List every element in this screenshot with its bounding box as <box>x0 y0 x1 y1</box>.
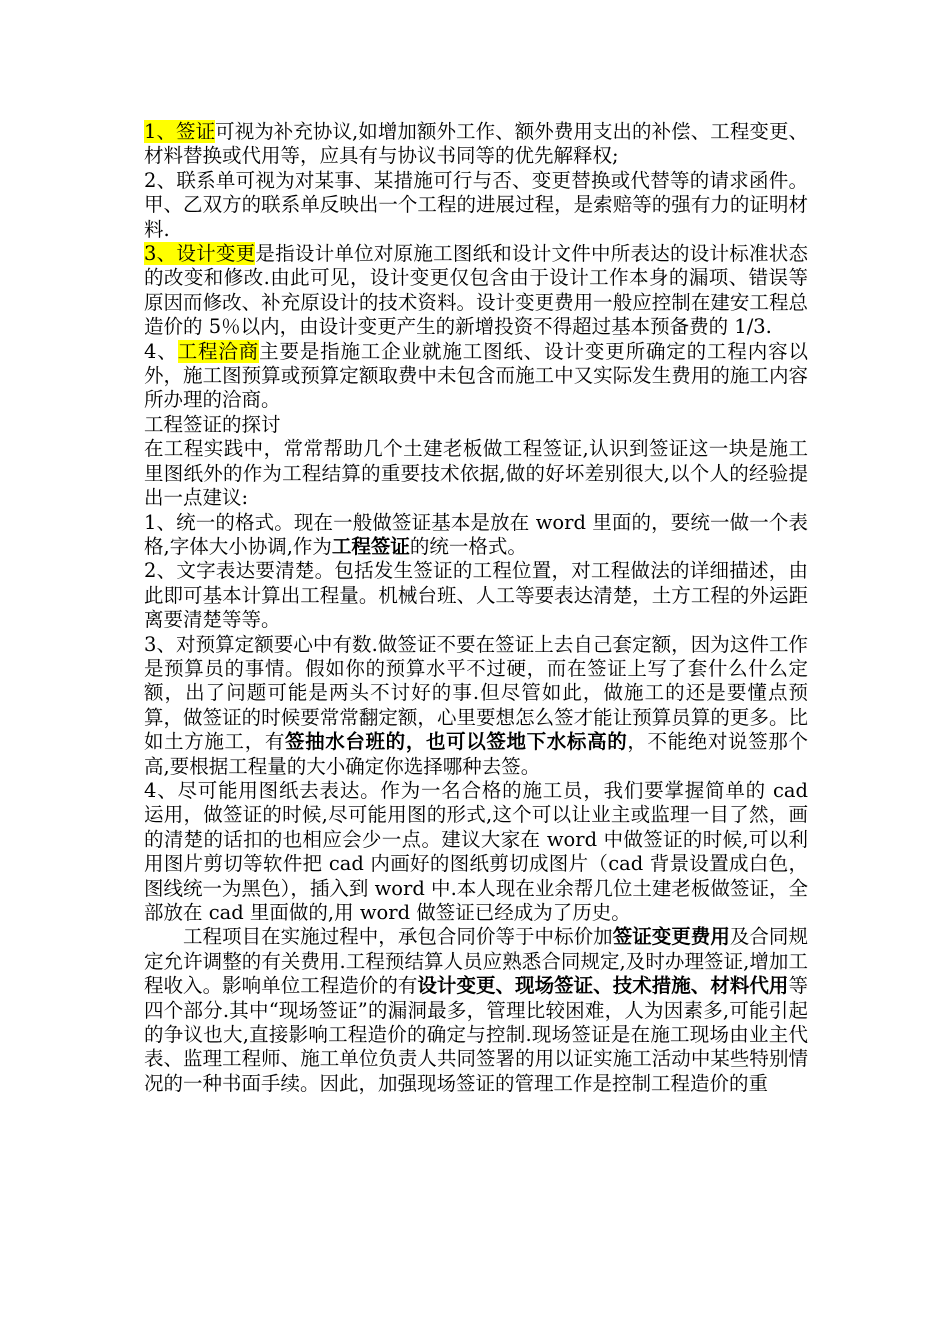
document-body <box>144 120 808 1096</box>
text-segment: 2、联系单可视为对某事、某措施可行与否、变更替换或代替等的请求函件。甲、乙双方的联系单反映出一个工程的进展过程，是索赔等的强有力的证明材料. <box>144 168 808 241</box>
bold-term: 工程签证 <box>331 534 410 558</box>
text-segment: 可视为补充协议,如增加额外工作、额外费用支出的补偿、工程变更、材料替换或代用等，应具有与协议书同等的优先解释权; <box>144 120 808 168</box>
paragraph-p6 <box>144 437 808 510</box>
paragraph-p7 <box>144 511 808 560</box>
paragraph-p4 <box>144 340 808 413</box>
text-segment: 主要是指施工企业就施工图纸、设计变更所确定的工程内容以外，施工图预算或预算定额取费中未包含而施工中又实际发生费用的施工内容所办理的洽商。 <box>144 339 808 412</box>
text-segment: 是指设计单位对原施工图纸和设计文件中所表达的设计标准状态的改变和修改.由此可见，设计变更仅包含由于设计工作本身的漏项、错误等原因而修改、补充原设计的技术资料。设计变更费用一般应控制在建安工程总造价的 5％以内，由设计变更产生的新增投资不得超过基本预备费的 1/3. <box>144 242 808 339</box>
text-segment: 3、对预算定额要心中有数.做签证不要在签证上去自己套定额，因为这件工作是预算员的事情。假如你的预算水平不过硬，而在签证上写了套什么什么定额，出了问题可能是两头不讨好的事.但尽管如此，做施工的还是要懂点预算，做签证的时候要常常翻定额，心里要想怎么签才能让预算员算的更多。比如土方施工，有 <box>144 632 808 754</box>
paragraph-p1 <box>144 120 808 169</box>
paragraph-p3 <box>144 242 808 340</box>
text-segment: 工程项目在实施过程中，承包合同价等于中标价加 <box>183 925 613 949</box>
text-segment: 1、统一的格式。现在一般做签证基本是放在 word 里面的，要统一做一个表格,字体大小协调,作为 <box>144 510 808 558</box>
text-segment: 工程签证的探讨 <box>144 412 281 436</box>
highlighted-term: 3、设计变更 <box>144 242 256 266</box>
paragraph-p9 <box>144 633 808 779</box>
bold-term: 签抽水台班的，也可以签地下水标高的 <box>284 730 628 754</box>
text-segment: 等四个部分.其中“现场签证”的漏洞最多，管理比较困难，人为因素多,可能引起的争议也大,直接影响工程造价的确定与控制.现场签证是在施工现场由业主代表、监理工程师、施工单位负责人共同签署的用以证实施工活动中某些特别情况的一种书面手续。因此，加强现场签证的管理工作是控制工程造价的重 <box>144 974 808 1095</box>
text-segment: ，不能绝对说签那个高,要根据工程量的大小确定你选择哪种去签。 <box>144 730 808 778</box>
text-segment: 4、尽可能用图纸去表达。作为一名合格的施工员，我们要掌握简单的 cad 运用，做签证的时候,尽可能用图的形式,这个可以让业主或监理一目了然，画的清楚的话扣的也相应会少一点。建议大家在 word 中做签证的时候,可以利用图片剪切等软件把 cad 内画好的图纸剪切成图片（cad 背景设置成白色，图线统一为黑色），插入到 word 中.本人现在业余帮几位土建老板做签证，全部放在 cad 里面做的,用 word 做签证已经成为了历史。 <box>144 778 808 924</box>
paragraph-p11 <box>144 925 808 1096</box>
highlighted-term: 工程洽商 <box>177 339 260 363</box>
text-segment: 的统一格式。 <box>409 534 527 558</box>
bold-term: 签证变更费用 <box>612 925 730 949</box>
highlighted-term: 1、签证 <box>144 120 216 143</box>
text-segment: 及合同规定允许调整的有关费用.工程预结算人员应熟悉合同规定,及时办理签证,增加工程收入。影响单位工程造价的有 <box>144 925 808 998</box>
bold-term: 设计变更、现场签证、技术措施、材料代用 <box>417 974 789 998</box>
text-segment: 在工程实践中，常常帮助几个土建老板做工程签证,认识到签证这一块是施工里图纸外的作为工程结算的重要技术依据,做的好坏差别很大,以个人的经验提出一点建议: <box>144 437 808 510</box>
text-segment: 4、 <box>144 339 178 363</box>
paragraph-p2 <box>144 169 808 242</box>
paragraph-p10 <box>144 779 808 925</box>
paragraph-p8 <box>144 559 808 632</box>
paragraph-p5 <box>144 413 808 437</box>
text-segment: 2、文字表达要清楚。包括发生签证的工程位置，对工程做法的详细描述，由此即可基本计算出工程量。机械台班、人工等要表达清楚，土方工程的外运距离要清楚等等。 <box>144 559 808 632</box>
